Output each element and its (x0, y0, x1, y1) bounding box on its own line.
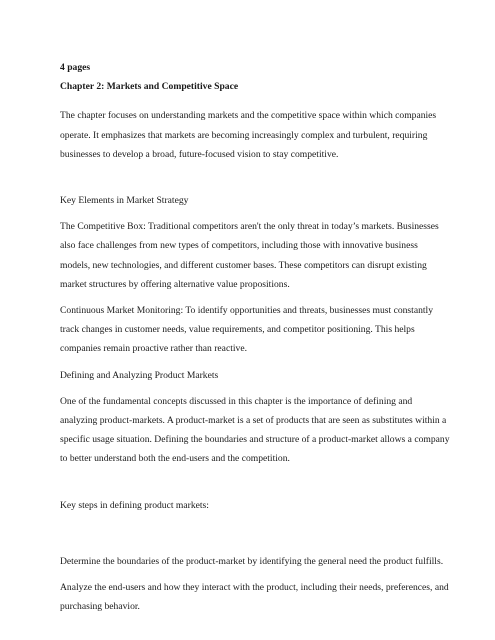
section-heading-key-steps: Key steps in defining product markets: (60, 499, 209, 511)
paragraph-market-monitoring: Continuous Market Monitoring: To identify opportunities and threats, businesses must constantly track changes in customer needs, value requirements, and competitor positioning. This helps companies remain proactive rather than reactive. (60, 305, 434, 355)
spacer (60, 171, 450, 191)
document-page (60, 58, 450, 623)
chapter-title: Chapter 2: Markets and Competitive Space (60, 81, 239, 93)
paragraph-product-markets: One of the fundamental concepts discussed in this chapter is the importance of defining and analyzing product-markets. A product-market is a set of products that are seen as substitutes within a specific usage situation. Defining the boundaries and structure of a product-market allows a company to better understand both the end-users and the competition. (60, 395, 450, 465)
spacer (60, 476, 450, 496)
intro-paragraph: The chapter focuses on understanding markets and the competitive space within which companies operate. It emphasizes that markets are becoming increasingly complex and turbulent, requiring businesses to develop a broad, future-focused vision to stay competitive. (60, 110, 437, 160)
section-heading-key-elements: Key Elements in Market Strategy (60, 195, 189, 207)
spacer (60, 522, 450, 552)
paragraph-end-users: Analyze the end-users and how they interact with the product, including their needs, preferences, and purchasing behavior. (60, 582, 449, 613)
page-count: 4 pages (60, 62, 91, 73)
paragraph-competitive-box: The Competitive Box: Traditional competitors aren't the only threat in today’s markets. Businesses also face challenges from new types of competitors, including those with innovative business models, new technologies, and different customer bases. These competitors can disrupt existing market structures by offering alternative value propositions. (60, 221, 439, 290)
section-heading-product-markets: Defining and Analyzing Product Markets (60, 369, 219, 381)
paragraph-boundaries: Determine the boundaries of the product-market by identifying the general need the product fulfills. (60, 555, 444, 567)
